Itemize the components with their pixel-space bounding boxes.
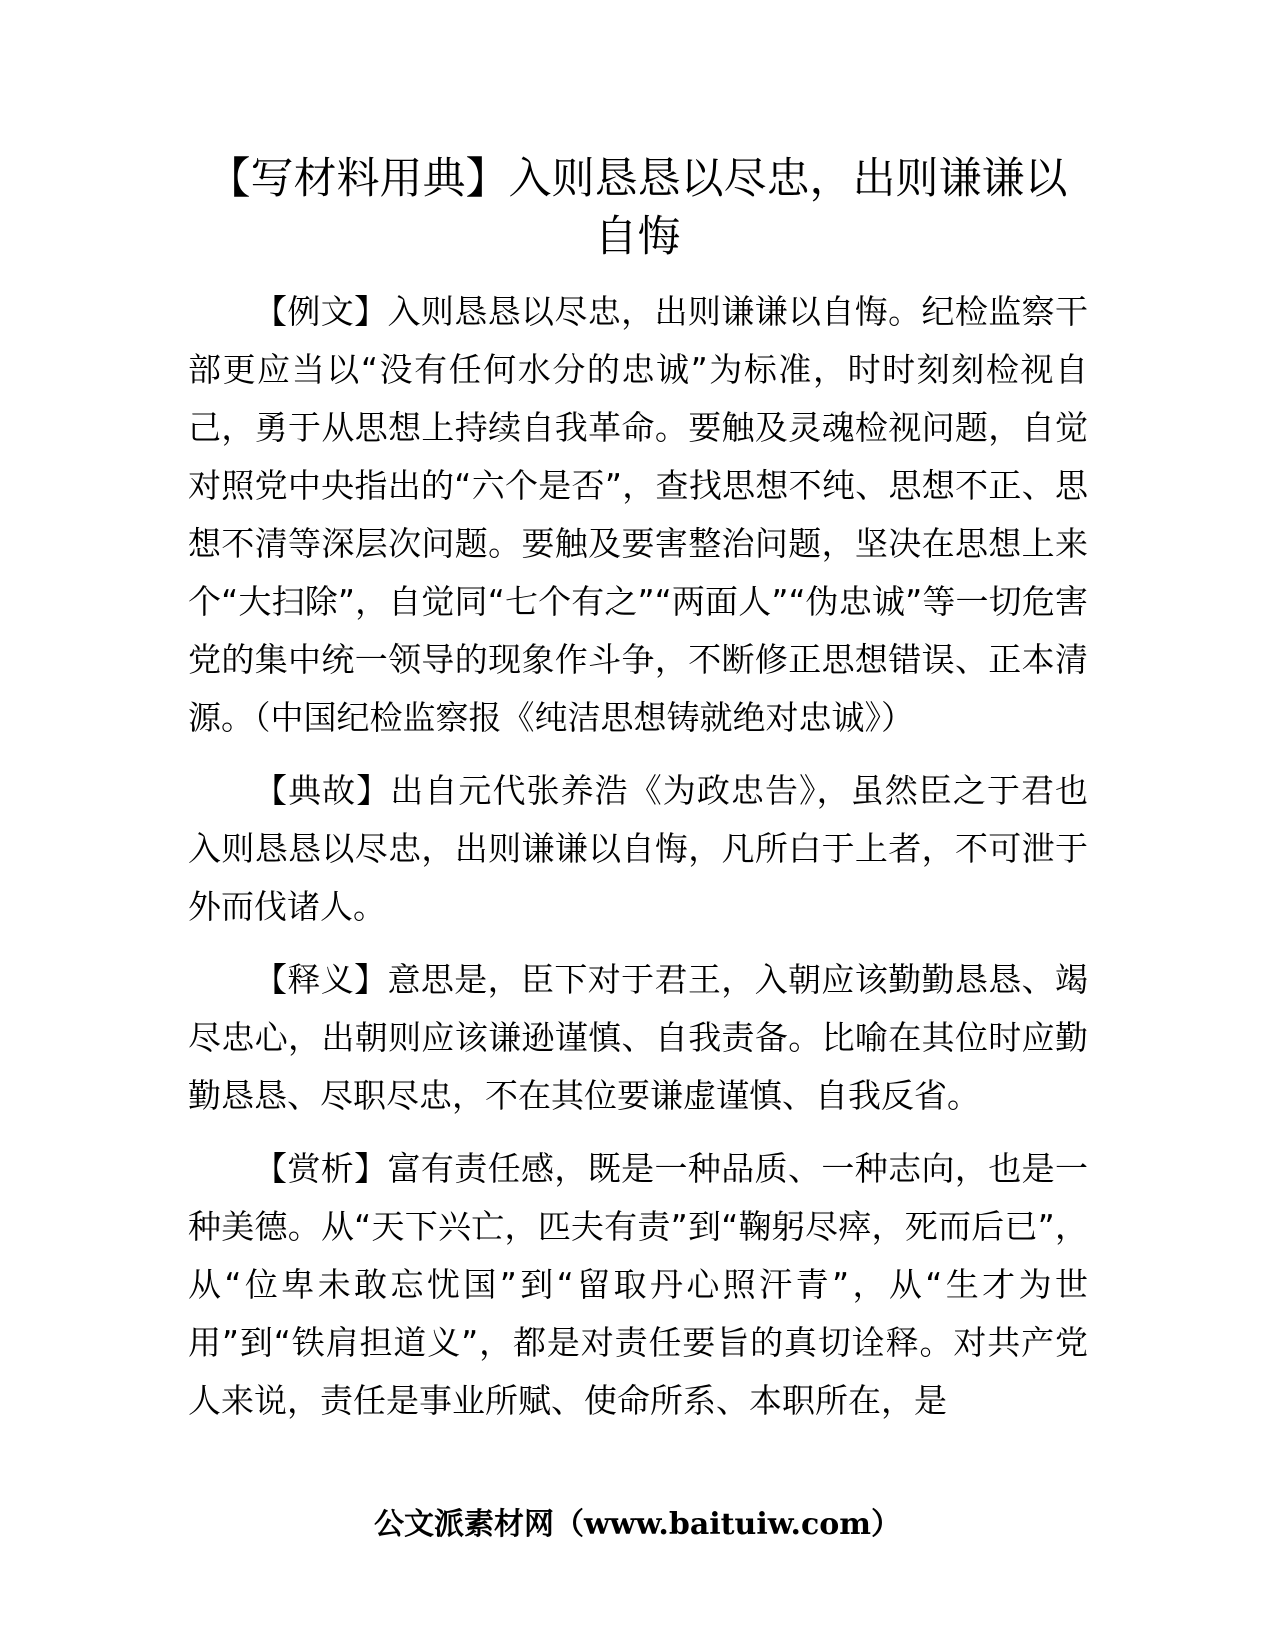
paragraph-appreciation: 【赏析】富有责任感，既是一种品质、一种志向，也是一种美德。从“天下兴亡，匹夫有责”到“鞠躬尽瘁，死而后已”，从“位卑未敢忘忧国”到“留取丹心照汗青”，从“生才为世用”到“铁肩担道义”，都是对责任要旨的真切诠释。对共产党人来说，责任是事业所赋、使命所系、本职所在，是 bbox=[188, 1149, 1088, 1420]
footer-watermark: 公文派素材网（www.baituiw.com） bbox=[373, 1507, 902, 1542]
paragraph-meaning: 【释义】意思是，臣下对于君王，入朝应该勤勤恳恳、竭尽忠心，出朝则应该谦逊谨慎、自我责备。比喻在其位时应勤勤恳恳、尽职尽忠，不在其位要谦虚谨慎、自我反省。 bbox=[188, 960, 1088, 1115]
document-body bbox=[188, 283, 1088, 1445]
paragraph-allusion: 【典故】出自元代张养浩《为政忠告》，虽然臣之于君也入则恳恳以尽忠，出则谦谦以自悔，凡所白于上者，不可泄于外而伐诸人。 bbox=[188, 771, 1088, 926]
document-title: 【写材料用典】入则恳恳以尽忠，出则谦谦以自悔 bbox=[207, 154, 1068, 262]
paragraph-example: 【例文】入则恳恳以尽忠，出则谦谦以自悔。纪检监察干部更应当以“没有任何水分的忠诚”为标准，时时刻刻检视自己，勇于从思想上持续自我革命。要触及灵魂检视问题，自觉对照党中央指出的“六个是否”，查找思想不纯、思想不正、思想不清等深层次问题。要触及要害整治问题，坚决在思想上来个“大扫除”，自觉同“七个有之”“两面人”“伪忠诚”等一切危害党的集中统一领导的现象作斗争，不断修正思想错误、正本清源。（中国纪检监察报《纯洁思想铸就绝对忠诚》） bbox=[188, 292, 1088, 737]
